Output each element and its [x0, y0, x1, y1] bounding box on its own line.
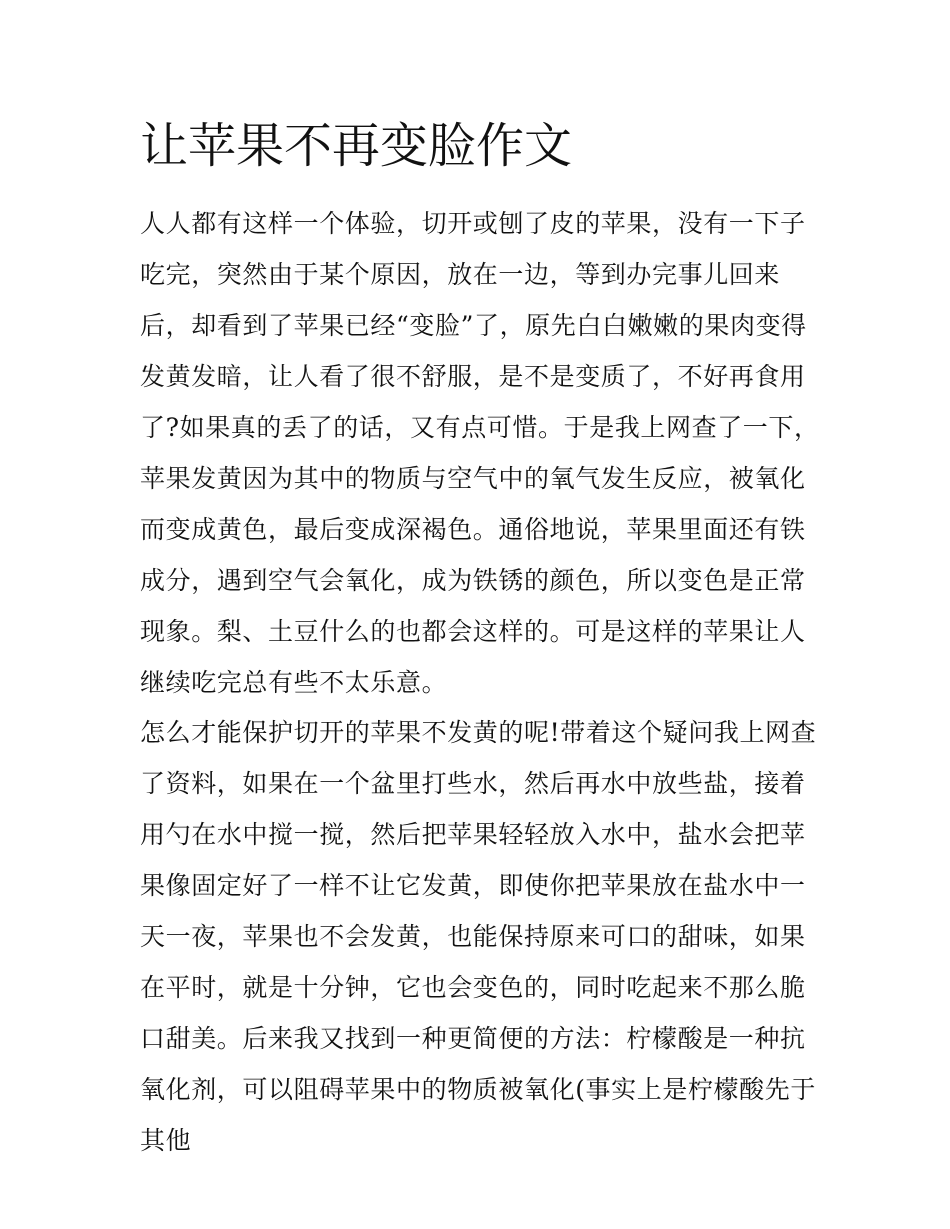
- paragraph-1: 人人都有这样一个体验，切开或刨了皮的苹果，没有一下子吃完，突然由于某个原因，放在一边，等到办完事儿回来后，却看到了苹果已经“变脸”了，原先白白嫩嫩的果肉变得发黄发暗，让人看了很不舒服，是不是变质了，不好再食用了?如果真的丢了的话，又有点可惜。于是我上网查了一下，苹果发黄因为其中的物质与空气中的氧气发生反应，被氧化而变成黄色，最后变成深褐色。通俗地说，苹果里面还有铁成分，遇到空气会氧化，成为铁锈的颜色，所以变色是正常现象。梨、土豆什么的也都会这样的。可是这样的苹果让人继续吃完总有些不太乐意。: [140, 209, 820, 697]
- paragraph-2: 怎么才能保护切开的苹果不发黄的呢!带着这个疑问我上网查了资料，如果在一个盆里打些水，然后再水中放些盐，接着用勺在水中搅一搅，然后把苹果轻轻放入水中，盐水会把苹果像固定好了一样不让它发黄，即使你把苹果放在盐水中一天一夜，苹果也不会发黄，也能保持原来可口的甜味，如果在平时，就是十分钟，它也会变色的，同时吃起来不那么脆口甜美。后来我又找到一种更简便的方法：柠檬酸是一种抗氧化剂，可以阻碍苹果中的物质被氧化(事实上是柠檬酸先于其他: [140, 718, 817, 1155]
- page-title: 让苹果不再变脸作文: [140, 118, 573, 174]
